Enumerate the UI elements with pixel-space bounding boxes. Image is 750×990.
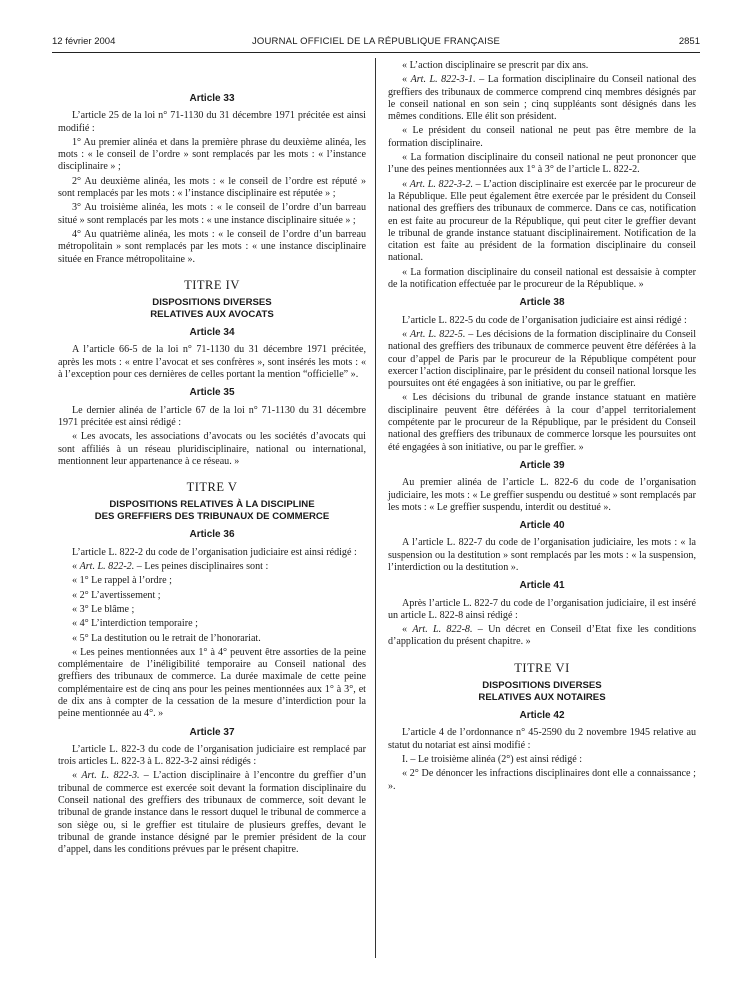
article-36-heading: Article 36 bbox=[189, 529, 235, 541]
article-35-paragraph: Le dernier alinéa de l’article 67 de la loi n° 71-1130 du 31 décembre 1971 précitée est ainsi rédigé : bbox=[58, 404, 366, 428]
list-item: « 4° L’interdiction temporaire ; bbox=[72, 618, 198, 630]
list-item: « 3° Le blâme ; bbox=[72, 603, 135, 615]
article-41-heading: Article 41 bbox=[519, 580, 565, 592]
article-39-heading: Article 39 bbox=[519, 459, 565, 471]
paragraph: « La formation disciplinaire du conseil national est dessaisie à compter de la notification effectuée par le procureur de la République. » bbox=[388, 266, 696, 291]
article-37-paragraph: L’article L. 822-3 du code de l’organisation judiciaire est remplacé par trois articles L. 822-3 à L. 822-3-2 ainsi rédigés : bbox=[58, 743, 366, 768]
article-reference: Art. L. 822-5. bbox=[409, 328, 466, 340]
titre-iv-heading: TITRE IV bbox=[184, 277, 240, 292]
article-36-paragraph: L’article L. 822-2 du code de l’organisation judiciaire est ainsi rédigé : bbox=[72, 546, 357, 558]
article-39-paragraph: Au premier alinéa de l’article L. 822-6 du code de l’organisation judiciaire, les mots : « Le greffier suspendu ou destitué » sont remplacés par les mots : « Le greffier suspendu, interdit ou destitué ». bbox=[388, 477, 696, 513]
article-42-quote: « 2° De dénoncer les infractions disciplinaires dont elle a connaissance ; ». bbox=[388, 768, 696, 792]
article-l822-3-2-text bbox=[388, 179, 696, 265]
titre-vi-subtitle bbox=[388, 680, 696, 704]
titre-vi-subtitle-line-2: RELATIVES AUX NOTAIRES bbox=[478, 692, 606, 704]
header-rule bbox=[52, 52, 700, 53]
titre-iv-subtitle-line-2: RELATIVES AUX AVOCATS bbox=[150, 309, 274, 321]
header-date: 12 février 2004 bbox=[52, 36, 116, 47]
article-38-paragraph: L’article L. 822-5 du code de l’organisation judiciaire est ainsi rédigé : bbox=[402, 314, 687, 326]
paragraph: « La formation disciplinaire du conseil national ne peut prononcer que l’une des peines mentionnées aux 1° à 3° de l’article L. 822-2. bbox=[388, 152, 696, 176]
column-divider bbox=[375, 58, 376, 958]
article-reference: Art. L. 822-3-2. bbox=[409, 178, 474, 190]
article-l822-3-1-text bbox=[388, 74, 696, 123]
titre-v-subtitle bbox=[58, 499, 366, 523]
paragraph: « L’action disciplinaire se prescrit par dix ans. bbox=[402, 60, 589, 71]
article-34-paragraph: A l’article 66-5 de la loi n° 71-1130 du 31 décembre 1971 précitée, après les mots : « entre l’avocat et ses confrères », sont insérés les mots : « à l’exception pour ces dernières de celles portant la mention “officielle” ». bbox=[58, 344, 366, 381]
titre-v-heading: TITRE V bbox=[186, 480, 238, 495]
list-item: « 5° La destitution ou le retrait de l’honorariat. bbox=[72, 632, 261, 644]
quote-open: « bbox=[402, 74, 411, 86]
article-35-heading: Article 35 bbox=[189, 387, 235, 399]
article-text: – Un décret en Conseil d’Etat fixe les conditions d’application du présent chapitre. » bbox=[388, 624, 696, 648]
article-40-paragraph: A l’article L. 822-7 du code de l’organisation judiciaire, les mots : « la suspension ou la destitution » sont remplacés par les mots : « la suspension, l’interdiction ou la destitution ». bbox=[388, 537, 696, 573]
quote-open: « bbox=[72, 770, 82, 782]
header-page-number: 2851 bbox=[678, 36, 700, 47]
article-34-heading: Article 34 bbox=[189, 327, 235, 339]
titre-iv-subtitle-line-1: DISPOSITIONS DIVERSES bbox=[152, 297, 272, 309]
article-36-quote: « Les peines mentionnées aux 1° à 4° peuvent être assorties de la peine complémentaire de l’inéligibilité temporaire au Conseil national des greffiers des tribunaux de commerce. La durée maximale de cette peine complémentaire est de cinq ans pour les peines mentionnées aux 1° à 3°, et de dix ans à compter de la cessation de la mesure d’interdiction pour la peine mentionnée au 4°. » bbox=[58, 646, 366, 720]
article-text: – Les décisions de la formation disciplinaire du Conseil national des greffiers des tribunaux de commerce peuvent être déférées à la cour d’appel de Paris par le procureur de la République compétent pour exercer l’action disciplinaire, par le président du conseil national lorsque les poursuites ont été engagées à son initiative, ou par le greffier. bbox=[388, 328, 696, 390]
article-42-paragraph: L’article 4 de l’ordonnance n° 45-2590 du 2 novembre 1945 relative au statut du notariat est ainsi modifié : bbox=[388, 727, 696, 751]
titre-vi-heading: TITRE VI bbox=[514, 660, 570, 675]
list-item: « 1° Le rappel à l’ordre ; bbox=[72, 575, 172, 587]
article-37-heading: Article 37 bbox=[189, 726, 235, 738]
article-38-article-text bbox=[388, 329, 696, 390]
article-42-item: I. – Le troisième alinéa (2°) est ainsi rédigé : bbox=[402, 753, 583, 765]
article-33-item-2: 2° Au deuxième alinéa, les mots : « le conseil de l’ordre est réputé » sont remplacés par les mots : « l’instance disciplinaire est réputée » ; bbox=[58, 175, 366, 200]
article-reference: Art. L. 822-3. bbox=[81, 770, 140, 782]
paragraph: « Le président du conseil national ne peut pas être membre de la formation disciplinaire. bbox=[388, 125, 696, 149]
article-33-item-1: 1° Au premier alinéa et dans la première phrase du deuxième alinéa, les mots : « le conseil de l’ordre » sont remplacés par les mots : « l’instance disciplinaire » ; bbox=[58, 136, 366, 173]
titre-v-subtitle-line-1: DISPOSITIONS RELATIVES À LA DISCIPLINE bbox=[109, 499, 315, 511]
quote-open: « bbox=[72, 561, 80, 573]
titre-iv-subtitle bbox=[58, 297, 366, 321]
article-text: – Les peines disciplinaires sont : bbox=[134, 561, 269, 573]
header-journal-title: JOURNAL OFFICIEL DE LA RÉPUBLIQUE FRANÇAISE bbox=[251, 36, 501, 47]
article-reference: Art. L. 822-3-1. bbox=[410, 74, 476, 86]
titre-vi-subtitle-line-1: DISPOSITIONS DIVERSES bbox=[482, 680, 602, 692]
article-text: – L’action disciplinaire est exercée par le procureur de la République. Elle peut également être exercée par le président du Conseil national des greffiers des tribunaux de commerce. Dans ce cas, notification en est faite au procureur de la République, qui peut citer le greffier devant le tribunal de grande instance statuant disciplinairement. Notification de la citation est faite au président de la formation disciplinaire du conseil national. bbox=[388, 178, 696, 264]
article-33-item-3: 3° Au troisième alinéa, les mots : « le conseil de l’ordre d’un barreau situé » sont remplacés par les mots : « une instance disciplinaire située » ; bbox=[58, 202, 366, 226]
left-column bbox=[58, 60, 366, 859]
article-text: – La formation disciplinaire du Conseil national des greffiers des tribunaux de commerce comprend cinq membres désignés par le conseil national en son sein ; cinq suppléants sont désignés dans les mêmes conditions. Elle élit son président. bbox=[388, 74, 696, 123]
quote-open: « bbox=[402, 178, 410, 190]
quote-open: « bbox=[402, 328, 410, 340]
article-reference: Art. L. 822-8. bbox=[412, 624, 473, 636]
article-38-heading: Article 38 bbox=[519, 297, 565, 309]
page-header bbox=[52, 36, 700, 50]
right-column bbox=[388, 60, 696, 795]
article-33-heading: Article 33 bbox=[189, 93, 235, 104]
titre-v-subtitle-line-2: DES GREFFIERS DES TRIBUNAUX DE COMMERCE bbox=[94, 511, 330, 523]
article-35-quote: « Les avocats, les associations d’avocats ou les sociétés d’avocats qui sont affiliés à un réseau pluridisciplinaire, national ou international, mentionnent leur appartenance à ce réseau. » bbox=[58, 431, 366, 467]
article-37-article-text bbox=[58, 770, 366, 856]
article-reference: Art. L. 822-2. bbox=[79, 561, 135, 573]
article-33-paragraph: L’article 25 de la loi n° 71-1130 du 31 décembre 1971 précitée est ainsi modifié : bbox=[58, 110, 366, 134]
article-42-heading: Article 42 bbox=[519, 710, 565, 722]
article-40-heading: Article 40 bbox=[519, 520, 565, 532]
list-item: « 2° L’avertissement ; bbox=[72, 589, 161, 601]
article-41-paragraph: Après l’article L. 822-7 du code de l’organisation judiciaire, il est inséré un article L. 822-8 ainsi rédigé : bbox=[388, 597, 696, 621]
article-41-article-text bbox=[388, 624, 696, 649]
article-text: – L’action disciplinaire à l’encontre du greffier d’un tribunal de commerce est exercée soit devant la formation disciplinaire du Conseil national des greffiers des tribunaux de commerce, soit devant le tribunal de grande instance dans le ressort duquel le tribunal de commerce a son siège ou, si le greffier est titulaire de plusieurs greffes, devant le tribunal de grande instance désigné par le premier président de la cour d’appel, dans les conditions prévues par le présent chapitre. bbox=[58, 770, 366, 856]
article-36-article-text bbox=[58, 561, 366, 573]
article-38-quote: « Les décisions du tribunal de grande instance statuant en matière disciplinaire peuvent être déférées à la cour d’appel territorialement compétente par le procureur de la République, par le président du Conseil national des greffiers des tribunaux de commerce lorsque les poursuites ont été engagées à son initiative, ou par le greffier. » bbox=[388, 392, 696, 453]
article-33-item-4: 4° Au quatrième alinéa, les mots : « le conseil de l’ordre d’un barreau métropolitain » sont remplacés par les mots : « une instance disciplinaire située en France métropolitaine ». bbox=[58, 228, 366, 265]
quote-open: « bbox=[402, 624, 413, 636]
